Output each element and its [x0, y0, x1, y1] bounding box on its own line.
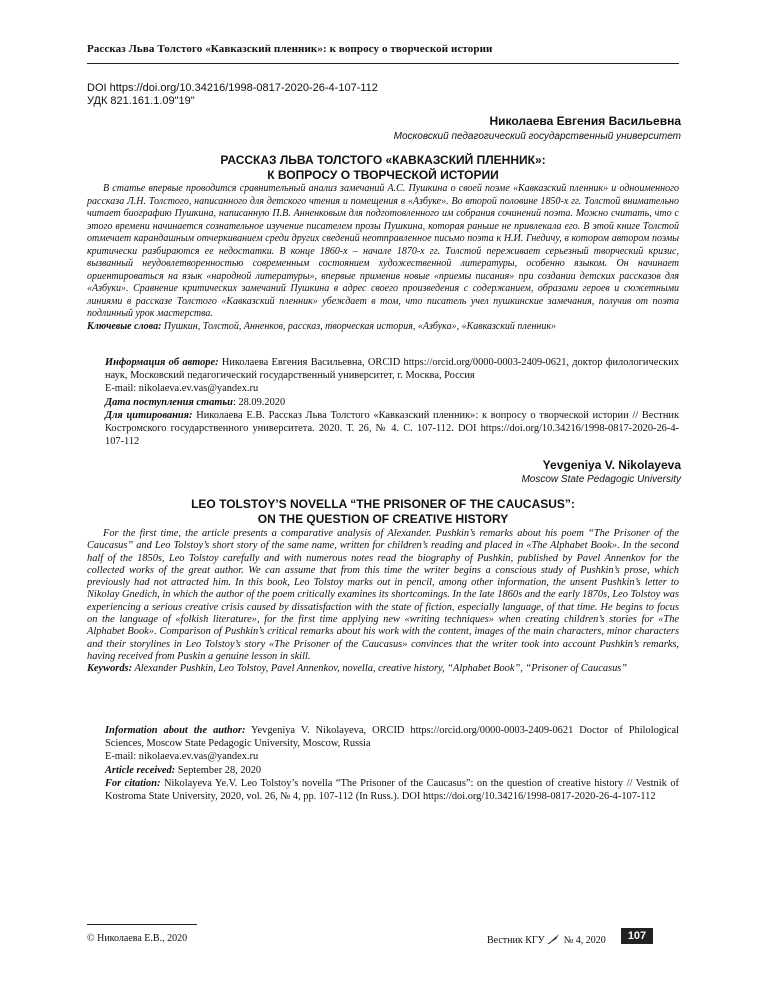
copyright: © Николаева Е.В., 2020	[87, 933, 188, 944]
received-ru: : 28.09.2020	[232, 396, 286, 408]
info-ru-label: Информация об авторе:	[105, 357, 219, 368]
email-en: E-mail: nikolaeva.ev.vas@yandex.ru	[105, 751, 259, 763]
footnote-rule	[87, 924, 197, 925]
author-name-ru: Николаева Евгения Васильевна	[489, 114, 681, 128]
affiliation-ru: Московский педагогический государственный университет	[393, 131, 681, 142]
quill-icon	[547, 933, 561, 948]
keywords-en: Alexander Pushkin, Leo Tolstoy, Pavel Annenkov, novella, creative history, “Alphabet Book”, “Prisoner of Caucasus”	[134, 663, 628, 675]
keywords-en-label: Keywords:	[87, 663, 133, 675]
abstract-ru	[87, 183, 679, 334]
received-ru-label: Дата поступления статьи	[105, 396, 233, 408]
title-en-line1: LEO TOLSTOY’S NOVELLA “THE PRISONER OF THE CAUCASUS”:	[191, 497, 575, 511]
journal-name: Вестник КГУ	[487, 934, 545, 946]
received-en: September 28, 2020	[177, 764, 262, 776]
author-info-en	[87, 724, 679, 803]
citation-en: Nikolayeva Ye.V. Leo Tolstoy’s novella “The Prisoner of the Caucasus”: on the question of creative history // Vestnik of Kostroma State University, 2020, vol. 26, № 4, pp. 107-112 (In Russ.). DOI https://doi.org/10.34216/1998-0817-2020-26-4-107-112	[105, 777, 679, 803]
author-name-en: Yevgeniya V. Nikolayeva	[542, 458, 681, 472]
info-ru-text: Николаева Евгения Васильевна, ORCID https://orcid.org/0000-0003-2409-0621, доктор филологических наук, Московский педагогический государственный университет, г. Москва, Россия	[105, 357, 679, 382]
citation-ru-label: Для цитирования:	[105, 409, 193, 421]
abstract-ru-text: В статье впервые проводится сравнительный анализ замечаний А.С. Пушкина о своей поэме «Кавказский пленник» и одноименного рассказа Л.Н. Толстого, написанного для детского чтения и помещения в «Азбуке». Во второй половине 1850-х гг. Толстой внимательно читает биографию Пушкина, написанную П.В. Анненковым для подготовленного им собрания сочинений поэта. Можно считать, что с этого времени начинается сознательное изучение писателем прозы Пушкина, которая раньше не привлекала его. В этой книге Толстой отмечает карандашным отчеркиванием среди других сведений неотправленное письмо поэта к Н.И. Гнедичу, в котором автором поэмы критически разбираются ее недостатки. В конце 1860-х – начале 1870-х гг. Толстой переживает серьезный творческий кризис, вызванный неудовлетворенностью современным состоянием художественной литературы, особенно языком. Он начинает ориентироваться на язык «народной литературы», впервые применив новые «приемы писания» при создании детских рассказов для «Азбуки». Сравнение критических замечаний Пушкина в адрес своего произведения с содержанием, образами героев и сюжетными линиями в рассказе Толстого «Кавказский пленник» убеждает в том, что писатель учел пушкинские замечания, получив от поэта подлинный урок мастерства.	[87, 183, 679, 320]
doi-line: DOI https://doi.org/10.34216/1998-0817-2020-26-4-107-112	[87, 82, 378, 94]
title-ru-line1: РАССКАЗ ЛЬВА ТОЛСТОГО «КАВКАЗСКИЙ ПЛЕННИК»:	[220, 153, 546, 167]
article-title-ru	[87, 153, 679, 183]
issue-number: № 4, 2020	[563, 934, 606, 946]
title-en-line2: ON THE QUESTION OF CREATIVE HISTORY	[257, 512, 509, 526]
journal-issue	[487, 933, 606, 948]
title-ru-line2: К ВОПРОСУ О ТВОРЧЕСКОЙ ИСТОРИИ	[267, 168, 499, 182]
citation-ru: Николаева Е.В. Рассказ Льва Толстого «Кавказский пленник»: к вопросу о творческой истории // Вестник Костромского государственного университета. 2020. Т. 26, № 4. С. 107-112. DOI https://doi.org/10.34216/1998-0817-2020-26-4-107-112	[105, 409, 679, 448]
affiliation-en: Moscow State Pedagogic University	[521, 474, 681, 485]
info-en-label: Information about the author:	[105, 725, 246, 736]
article-title-en	[87, 497, 679, 527]
info-en-text: Yevgeniya V. Nikolayeva, ORCID https://orcid.org/0000-0003-2409-0621 Doctor of Philological Sciences, Moscow State Pedagogic University, Moscow, Russia	[105, 725, 679, 750]
keywords-ru-label: Ключевые слова:	[87, 321, 162, 333]
citation-en-label: For citation:	[105, 777, 161, 789]
running-head: Рассказ Льва Толстого «Кавказский пленник»: к вопросу о творческой истории	[87, 43, 493, 55]
abstract-en	[87, 528, 679, 676]
keywords-ru: Пушкин, Толстой, Анненков, рассказ, творческая история, «Азбука», «Кавказский пленник»	[163, 321, 557, 333]
email-ru: E-mail: nikolaeva.ev.vas@yandex.ru	[105, 383, 259, 395]
header-rule	[87, 63, 679, 64]
udk-line: УДК 821.161.1.09"19"	[87, 95, 195, 107]
author-info-ru	[87, 356, 679, 448]
abstract-en-text: For the first time, the article presents a comparative analysis of Alexander. Pushkin’s remarks about his poem “The Prisoner of the Caucasus” and Leo Tolstoy’s short story of the same name, written for children’s reading and placed in «The Alphabet Book». In the second half of the 1850s, Leo Tolstoy carefully and with numerous notes read the biography of Pushkin, published by Pavel Annenkov for the collected works of the great author. We can assume that from this time the writer begins a conscious study of Pushkin’s prose, which previously had not attracted him. In this book, Leo Tolstoy marks out in pencil, among other information, the unsent Pushkin’s letter to Nikolay Gnedich, in which the author of the poem critically examines its shortcomings. In the late 1860s and the early 1870s, Leo Tolstoy was experiencing a serious creative crisis caused by dissatisfaction with the state of fiction, especially language, of that time. He begins to focus on the language of «folkish literature», for the first time applying new «writing techniques» when creating children’s stories for «The Alphabet Book». Comparison of Pushkin’s critical remarks about his work with the content, images of the main characters, minor characters and their storylines in Leo Tolstoy’s story «The Prisoner of the Caucasus» convinces that the writer took into account Pushkin’s remarks, having received from Puskin a genuine lesson in skill.	[87, 528, 679, 662]
received-en-label: Article received:	[105, 764, 176, 776]
page-number: 107	[621, 928, 653, 944]
